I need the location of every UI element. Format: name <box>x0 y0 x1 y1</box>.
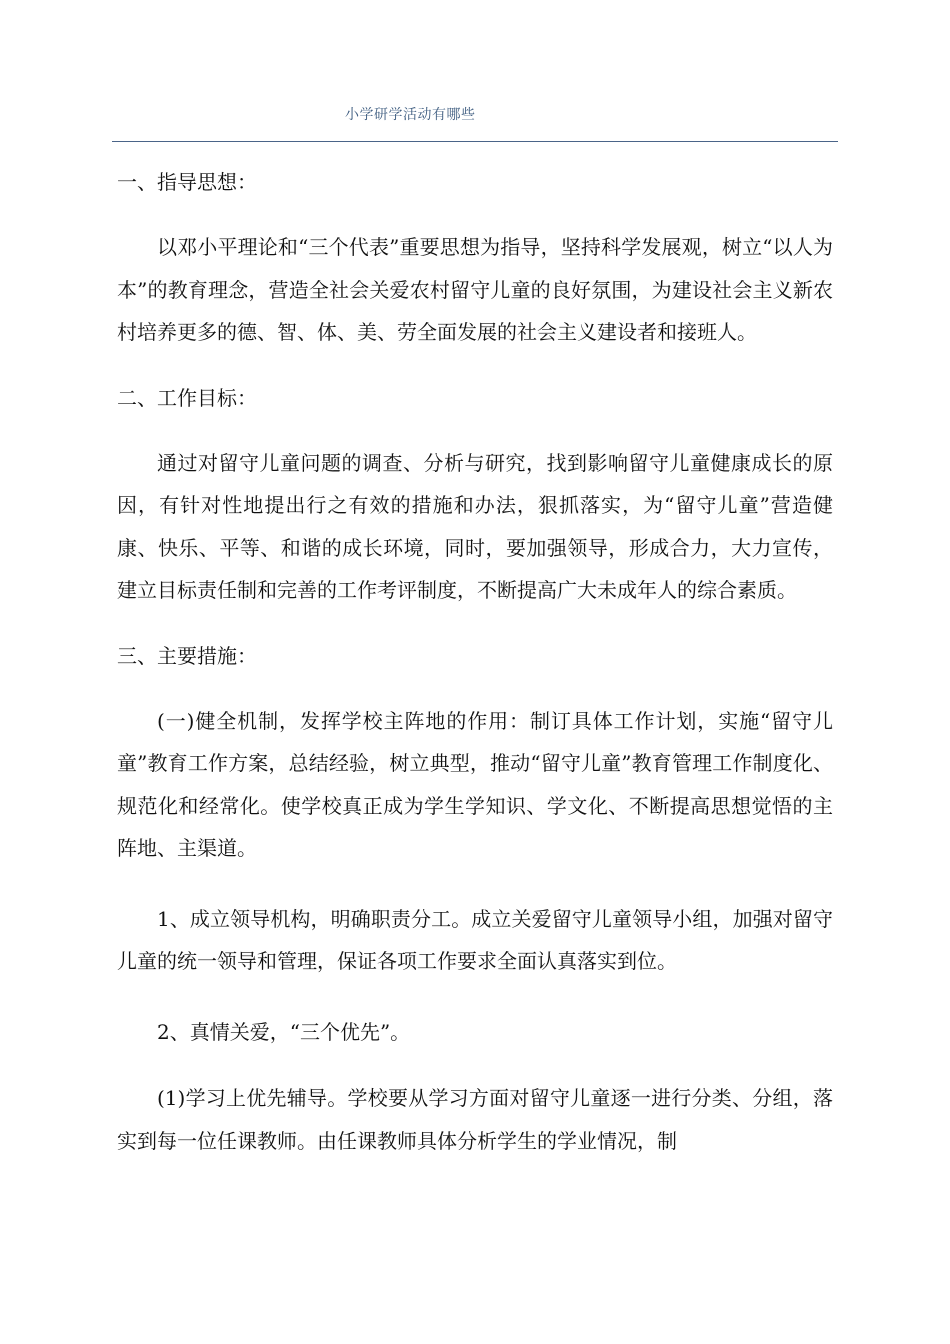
section-heading-work-goals: 二、工作目标： <box>117 385 257 410</box>
header-title: 小学研学活动有哪些 <box>345 107 476 123</box>
paragraph-measure-study: (1)学习上优先辅导。学校要从学习方面对留守儿童逐一进行分类、分组，落实到每一位任课教师。由任课教师具体分析学生的学业情况，制 <box>117 1086 833 1153</box>
paragraph-measure-leadership: 1、成立领导机构，明确职责分工。成立关爱留守儿童领导小组，加强对留守儿童的统一领导和管理，保证各项工作要求全面认真落实到位。 <box>117 906 833 973</box>
paragraph-guiding-ideology: 以邓小平理论和“三个代表”重要思想为指导，坚持科学发展观，树立“以人为本”的教育理念，营造全社会关爱农村留守儿童的良好氛围，为建设社会主义新农村培养更多的德、智、体、美、劳全面发展的社会主义建设者和接班人。 <box>117 235 833 344</box>
document-body <box>117 166 833 1190</box>
header-divider <box>112 141 838 142</box>
paragraph-measure-mechanism: (一)健全机制，发挥学校主阵地的作用：制订具体工作计划，实施“留守儿童”教育工作方案，总结经验，树立典型，推动“留守儿童”教育管理工作制度化、规范化和经常化。使学校真正成为学生学知识、学文化、不断提高思想觉悟的主阵地、主渠道。 <box>117 708 833 860</box>
paragraph-work-goals: 通过对留守儿童问题的调查、分析与研究，找到影响留守儿童健康成长的原因，有针对性地提出行之有效的措施和办法，狠抓落实，为“留守儿童”营造健康、快乐、平等、和谐的成长环境，同时，要加强领导，形成合力，大力宣传，建立目标责任制和完善的工作考评制度，不断提高广大未成年人的综合素质。 <box>117 450 833 602</box>
paragraph-measure-care: 2、真情关爱，“三个优先”。 <box>157 1019 411 1044</box>
section-heading-guiding-ideology: 一、指导思想： <box>117 170 257 194</box>
section-heading-main-measures: 三、主要措施： <box>117 643 257 668</box>
